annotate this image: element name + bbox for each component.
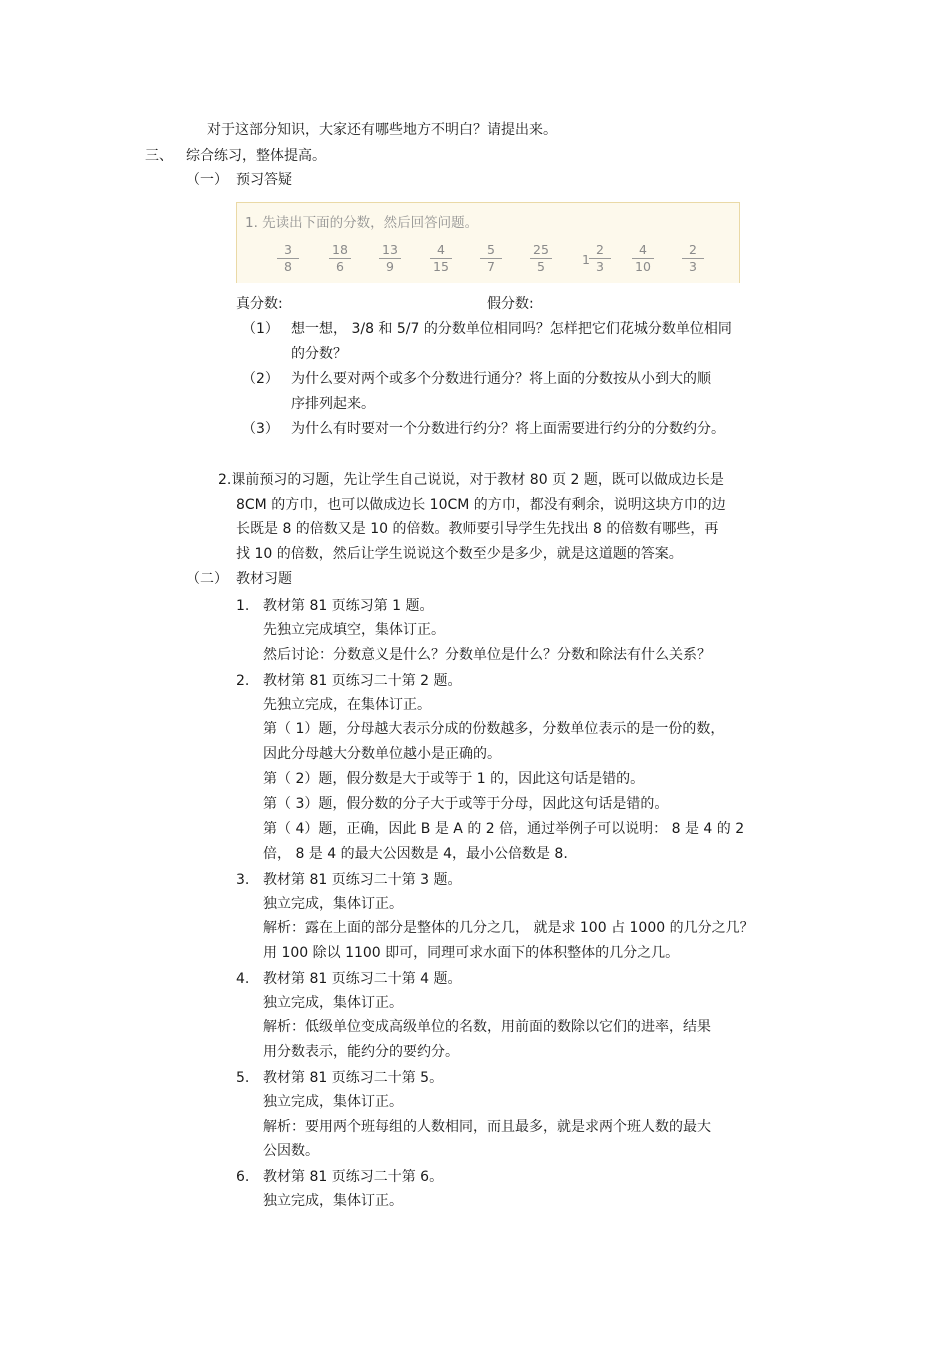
paragraph-line: 找 10 的倍数，然后让学生说说这个数至少是多少，就是这道题的答案。 <box>236 546 683 562</box>
question-text: 为什么有时要对一个分数进行约分？将上面需要进行约分的分数约分。 <box>291 421 725 437</box>
fraction: 5 7 <box>478 243 504 274</box>
item-text: 独立完成，集体订正。 <box>263 995 403 1011</box>
fraction: 2 3 <box>587 243 613 274</box>
item-number: 5. <box>236 1070 250 1086</box>
text-line: 对于这部分知识，大家还有哪些地方不明白？请提出来。 <box>207 122 557 138</box>
item-text: 公因数。 <box>263 1143 319 1159</box>
question-number: （3） <box>242 421 279 437</box>
item-text: 独立完成，集体订正。 <box>263 1193 403 1209</box>
exercise-image-box <box>236 202 740 283</box>
item-text: 教材第 81 页练习二十第 4 题。 <box>263 971 462 987</box>
answer-label: 真分数: <box>236 296 283 312</box>
question-text: 序排列起来。 <box>291 396 375 412</box>
paragraph-line: 2.课前预习的习题，先让学生自己说说，对于教材 80 页 2 题，既可以做成边长是 <box>218 472 724 488</box>
section-heading: 综合练习，整体提高。 <box>186 148 326 164</box>
item-number: 6. <box>236 1169 250 1185</box>
item-text: 独立完成，集体订正。 <box>263 896 403 912</box>
item-text: 用 100 除以 1100 即可，同理可求水面下的体积整体的几分之几。 <box>263 945 680 961</box>
item-number: 2. <box>236 673 250 689</box>
item-text: 解析：要用两个班每组的人数相同，而且最多，就是求两个班人数的最大 <box>263 1119 711 1135</box>
item-text: 先独立完成，在集体订正。 <box>263 697 431 713</box>
item-number: 3. <box>236 872 250 888</box>
fraction: 2 3 <box>680 243 706 274</box>
item-text: 教材第 81 页练习二十第 5。 <box>263 1070 444 1086</box>
fraction: 4 15 <box>428 243 454 274</box>
subsection-heading: 教材习题 <box>236 571 292 587</box>
item-text: 第（ 3）题，假分数的分子大于或等于分母，因此这句话是错的。 <box>263 796 669 812</box>
mixed-number-whole: 1 <box>582 252 590 267</box>
item-text: 教材第 81 页练习二十第 2 题。 <box>263 673 462 689</box>
subsection-number: （一） <box>186 172 228 188</box>
item-text: 第（ 1）题，分母越大表示分成的份数越多，分数单位表示的是一份的数， <box>263 721 725 737</box>
item-text: 独立完成，集体订正。 <box>263 1094 403 1110</box>
section-number: 三、 <box>145 148 173 164</box>
item-number: 1. <box>236 598 250 614</box>
item-text: 解析：露在上面的部分是整体的几分之几， 就是求 100 占 1000 的几分之几？ <box>263 920 754 936</box>
item-text: 先独立完成填空，集体订正。 <box>263 622 445 638</box>
fraction: 18 6 <box>327 243 353 274</box>
item-text: 倍， 8 是 4 的最大公因数是 4，最小公倍数是 8. <box>263 846 568 862</box>
item-text: 用分数表示，能约分的要约分。 <box>263 1044 459 1060</box>
fraction: 3 8 <box>275 243 301 274</box>
paragraph-line: 长既是 8 的倍数又是 10 的倍数。教师要引导学生先找出 8 的倍数有哪些，再 <box>236 521 719 537</box>
subsection-heading: 预习答疑 <box>236 172 292 188</box>
item-text: 教材第 81 页练习第 1 题。 <box>263 598 434 614</box>
item-text: 教材第 81 页练习二十第 3 题。 <box>263 872 462 888</box>
question-number: （1） <box>242 321 279 337</box>
question-text: 想一想， 3/8 和 5/7 的分数单位相同吗？怎样把它们花城分数单位相同 <box>291 321 732 337</box>
item-text: 因此分母越大分数单位越小是正确的。 <box>263 746 501 762</box>
subsection-number: （二） <box>186 571 228 587</box>
item-text: 第（ 4）题，正确，因此 B 是 A 的 2 倍，通过举例子可以说明： 8 是 4 的 2 <box>263 821 745 837</box>
exercise-title: 1. 先读出下面的分数，然后回答问题。 <box>245 215 479 231</box>
question-number: （2） <box>242 371 279 387</box>
item-number: 4. <box>236 971 250 987</box>
fraction: 4 10 <box>630 243 656 274</box>
question-text: 为什么要对两个或多个分数进行通分？将上面的分数按从小到大的顺 <box>291 371 711 387</box>
item-text: 然后讨论：分数意义是什么？分数单位是什么？分数和除法有什么关系？ <box>263 647 711 663</box>
item-text: 解析：低级单位变成高级单位的名数，用前面的数除以它们的进率，结果 <box>263 1019 711 1035</box>
fraction: 13 9 <box>377 243 403 274</box>
question-text: 的分数？ <box>291 346 347 362</box>
item-text: 教材第 81 页练习二十第 6。 <box>263 1169 444 1185</box>
paragraph-line: 8CM 的方巾，也可以做成边长 10CM 的方巾，都没有剩余，说明这块方巾的边 <box>236 497 726 513</box>
fraction: 25 5 <box>528 243 554 274</box>
item-text: 第（ 2）题，假分数是大于或等于 1 的，因此这句话是错的。 <box>263 771 645 787</box>
answer-label: 假分数: <box>487 296 534 312</box>
